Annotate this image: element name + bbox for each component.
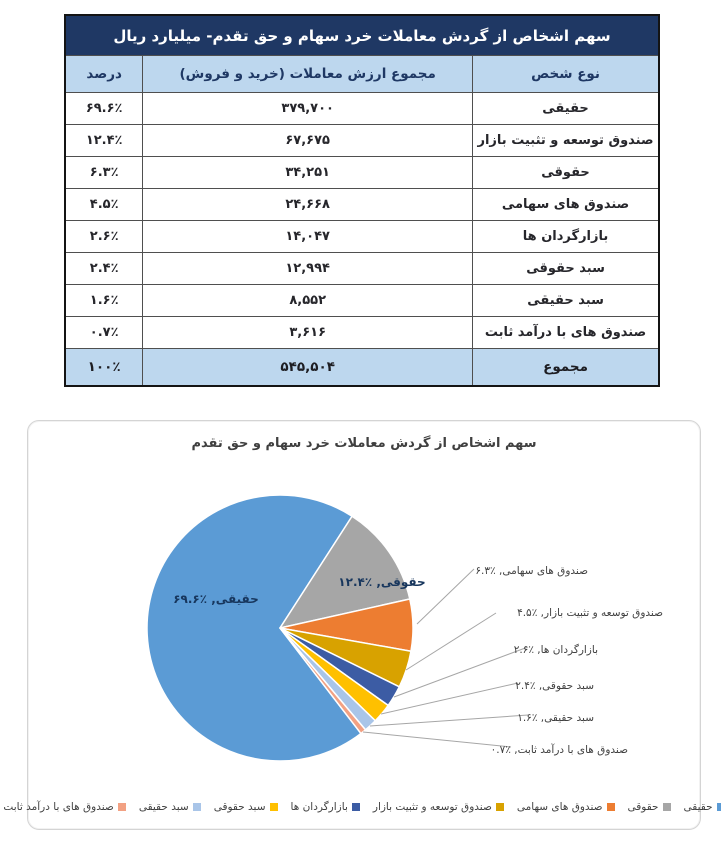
col-header-trade-value: مجموع ارزش معاملات (خرید و فروش): [143, 56, 473, 93]
pie-callout-label: بازارگردان ها, ٪۲.۶: [513, 644, 598, 656]
legend-label: صندوق های با درآمد ثابت: [3, 801, 114, 813]
table-total-row: [65, 349, 659, 387]
legend-marker-icon: [352, 803, 360, 811]
legend-item: [214, 801, 278, 813]
cell-person-type: حقوقی: [473, 157, 659, 189]
col-header-person-type: نوع شخص: [473, 56, 659, 93]
cell-percent: ۲.۶٪: [65, 221, 143, 253]
legend-item: [3, 801, 125, 813]
legend-marker-icon: [496, 803, 504, 811]
cell-trade-value: ۶۷,۶۷۵: [143, 125, 473, 157]
cell-person-type: صندوق توسعه و تثبیت بازار: [473, 125, 659, 157]
chart-title: سهم اشخاص از گردش معاملات خرد سهام و حق تقدم: [191, 436, 537, 451]
pie-inner-label: حقیقی, ٪۶۹.۶: [173, 592, 259, 606]
legend-label: سبد حقیقی: [138, 801, 189, 813]
cell-percent: ۴.۵٪: [65, 189, 143, 221]
legend-label: صندوق توسعه و تثبیت بازار: [372, 801, 492, 813]
pie-callout-label: سبد حقیقی, ٪۱.۶: [517, 712, 594, 724]
cell-person-type: صندوق های با درآمد ثابت: [473, 317, 659, 349]
cell-trade-value: ۳,۶۱۶: [143, 317, 473, 349]
cell-percent: ۱.۶٪: [65, 285, 143, 317]
cell-trade-value: ۸,۵۵۲: [143, 285, 473, 317]
table-title: سهم اشخاص از گردش معاملات خرد سهام و حق تقدم- میلیارد ریال: [65, 15, 659, 56]
cell-trade-value: ۳۴,۲۵۱: [143, 157, 473, 189]
pie-callout-label: صندوق توسعه و تثبیت بازار, ٪۴.۵: [517, 607, 663, 619]
cell-person-type: سبد حقوقی: [473, 253, 659, 285]
pie-callout-label: صندوق های سهامی, ٪۶.۳: [475, 565, 588, 577]
pie-inner-label: حقوقی, ٪۱۲.۴: [338, 575, 426, 589]
legend-item: [517, 801, 615, 813]
legend-label: سبد حقوقی: [213, 801, 266, 813]
legend-item: [291, 801, 360, 813]
total-percent: ۱۰۰٪: [65, 349, 143, 387]
cell-percent: ۰.۷٪: [65, 317, 143, 349]
legend-label: صندوق های سهامی: [516, 801, 603, 813]
legend-label: حقیقی: [683, 801, 713, 813]
legend-marker-icon: [717, 803, 721, 811]
col-header-percent: درصد: [65, 56, 143, 93]
pie-callout-label: سبد حقوقی, ٪۲.۴: [515, 680, 594, 692]
legend-marker-icon: [270, 803, 278, 811]
table-row: [65, 285, 659, 317]
table-row: [65, 93, 659, 125]
cell-percent: ۲.۴٪: [65, 253, 143, 285]
legend-item: [373, 801, 504, 813]
cell-trade-value: ۱۲,۹۹۴: [143, 253, 473, 285]
legend-label: بازارگردان ها: [290, 801, 348, 813]
pie-chart-panel: [3, 420, 713, 830]
legend-marker-icon: [607, 803, 615, 811]
table-header-row: [65, 56, 659, 93]
legend-marker-icon: [118, 803, 126, 811]
table-row: [65, 253, 659, 285]
leader-line: [363, 732, 511, 747]
table-row: [65, 157, 659, 189]
pie-callout-label: صندوق های با درآمد ثابت, ٪۰.۷: [490, 744, 628, 756]
turnover-table-grid: [64, 14, 660, 387]
cell-person-type: حقیقی: [473, 93, 659, 125]
chart-legend: [3, 801, 713, 813]
cell-trade-value: ۳۷۹,۷۰۰: [143, 93, 473, 125]
legend-item: [139, 801, 201, 813]
total-amount: ۵۴۵,۵۰۴: [143, 349, 473, 387]
table-row: [65, 125, 659, 157]
legend-label: حقوقی: [627, 801, 659, 813]
table-row: [65, 221, 659, 253]
legend-marker-icon: [193, 803, 201, 811]
table-title-row: [65, 15, 659, 56]
table-row: [65, 189, 659, 221]
cell-trade-value: ۲۴,۶۶۸: [143, 189, 473, 221]
total-label: مجموع: [473, 349, 659, 387]
cell-percent: ۶.۳٪: [65, 157, 143, 189]
cell-person-type: سبد حقیقی: [473, 285, 659, 317]
leader-line: [394, 647, 528, 697]
turnover-table: [64, 14, 660, 387]
legend-item: [684, 801, 721, 813]
leader-line: [370, 715, 528, 726]
cell-person-type: بازارگردان ها: [473, 221, 659, 253]
legend-item: [628, 801, 671, 813]
legend-marker-icon: [663, 803, 671, 811]
table-row: [65, 317, 659, 349]
cell-trade-value: ۱۴,۰۴۷: [143, 221, 473, 253]
cell-percent: ۱۲.۴٪: [65, 125, 143, 157]
pie-chart: [28, 421, 700, 829]
cell-person-type: صندوق های سهامی: [473, 189, 659, 221]
cell-percent: ۶۹.۶٪: [65, 93, 143, 125]
leader-line: [381, 683, 518, 714]
